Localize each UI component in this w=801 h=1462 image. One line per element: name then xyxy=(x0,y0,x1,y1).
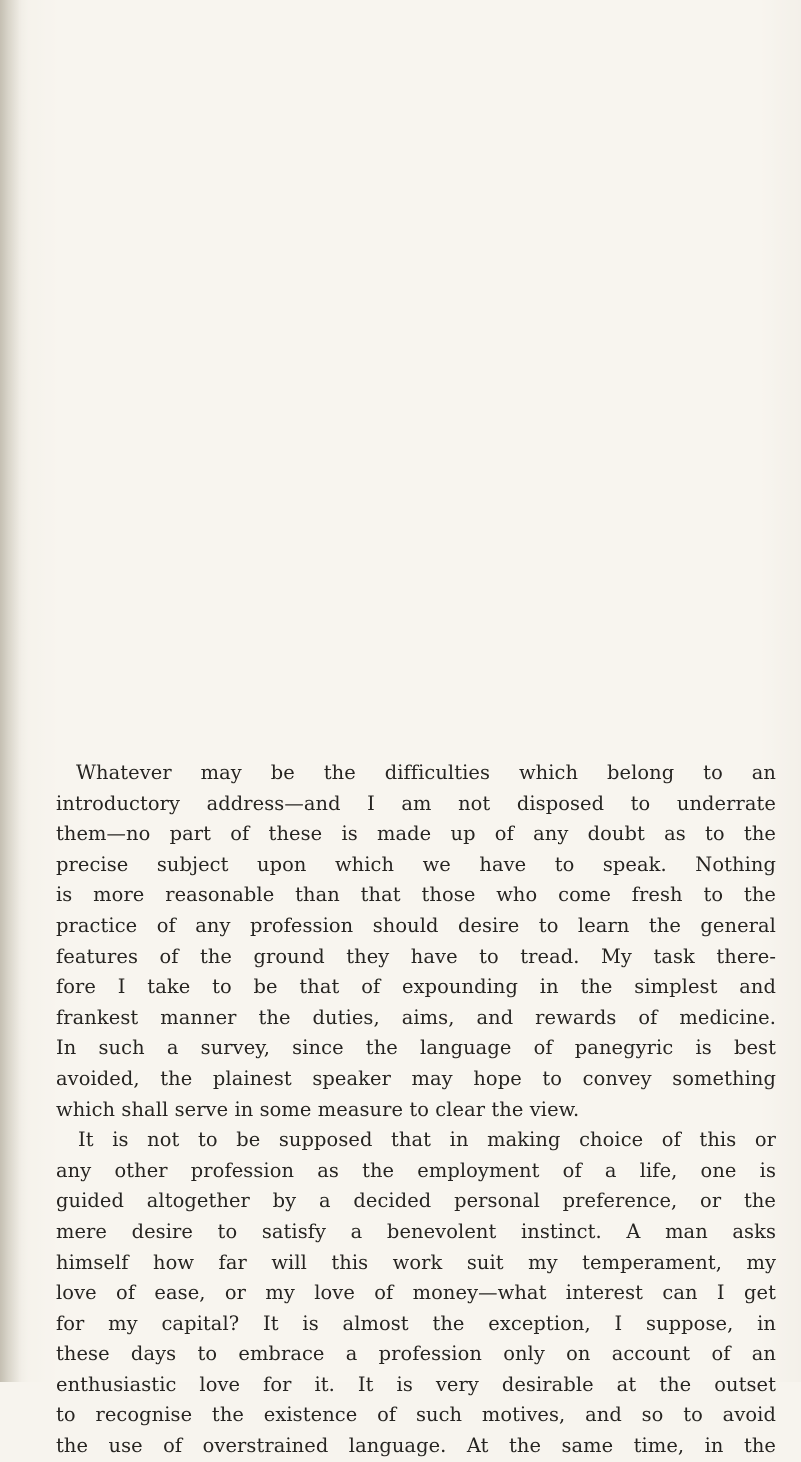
text-line: them—no part of these is made up of any doubt as to the xyxy=(56,822,776,846)
text-line: practice of any profession should desire to learn the general xyxy=(56,913,776,937)
text-line: enthusiastic love for it. It is very desirable at the outset xyxy=(56,1372,776,1396)
text-line: Whatever may be the difficulties which belong to an xyxy=(76,761,776,784)
body-text xyxy=(56,758,776,1462)
text-line: any other profession as the employment of a life, one is xyxy=(56,1158,776,1182)
text-line: precise subject upon which we have to speak. Nothing xyxy=(56,852,776,876)
text-line: mere desire to satisfy a benevolent instinct. A man asks xyxy=(56,1219,776,1243)
text-line: to recognise the existence of such motives, and so to avoid xyxy=(56,1403,776,1427)
text-line: these days to embrace a profession only on account of an xyxy=(56,1342,776,1366)
text-line: It is not to be supposed that in making choice of this or xyxy=(78,1128,776,1152)
text-line: introductory address—and I am not disposed to underrate xyxy=(56,791,776,815)
text-line: frankest manner the duties, aims, and rewards of medicine. xyxy=(56,1005,776,1029)
text-line: himself how far will this work suit my temperament, my xyxy=(56,1250,776,1274)
text-line: avoided, the plainest speaker may hope to convey something xyxy=(56,1066,776,1090)
page-gutter-shadow xyxy=(0,0,28,1382)
text-line: which shall serve in some measure to clear the view. xyxy=(56,1097,580,1121)
text-line: features of the ground they have to tread. My task there- xyxy=(56,944,776,968)
text-line: guided altogether by a decided personal preference, or the xyxy=(56,1189,776,1213)
text-line: is more reasonable than that those who come fresh to the xyxy=(56,883,776,907)
text-line: love of ease, or my love of money—what interest can I get xyxy=(56,1281,776,1305)
text-line: In such a survey, since the language of panegyric is best xyxy=(56,1036,776,1060)
text-line: fore I take to be that of expounding in the simplest and xyxy=(56,975,776,999)
text-line: for my capital? It is almost the exception, I suppose, in xyxy=(56,1311,776,1335)
text-line: the use of overstrained language. At the same time, in the xyxy=(56,1434,776,1458)
